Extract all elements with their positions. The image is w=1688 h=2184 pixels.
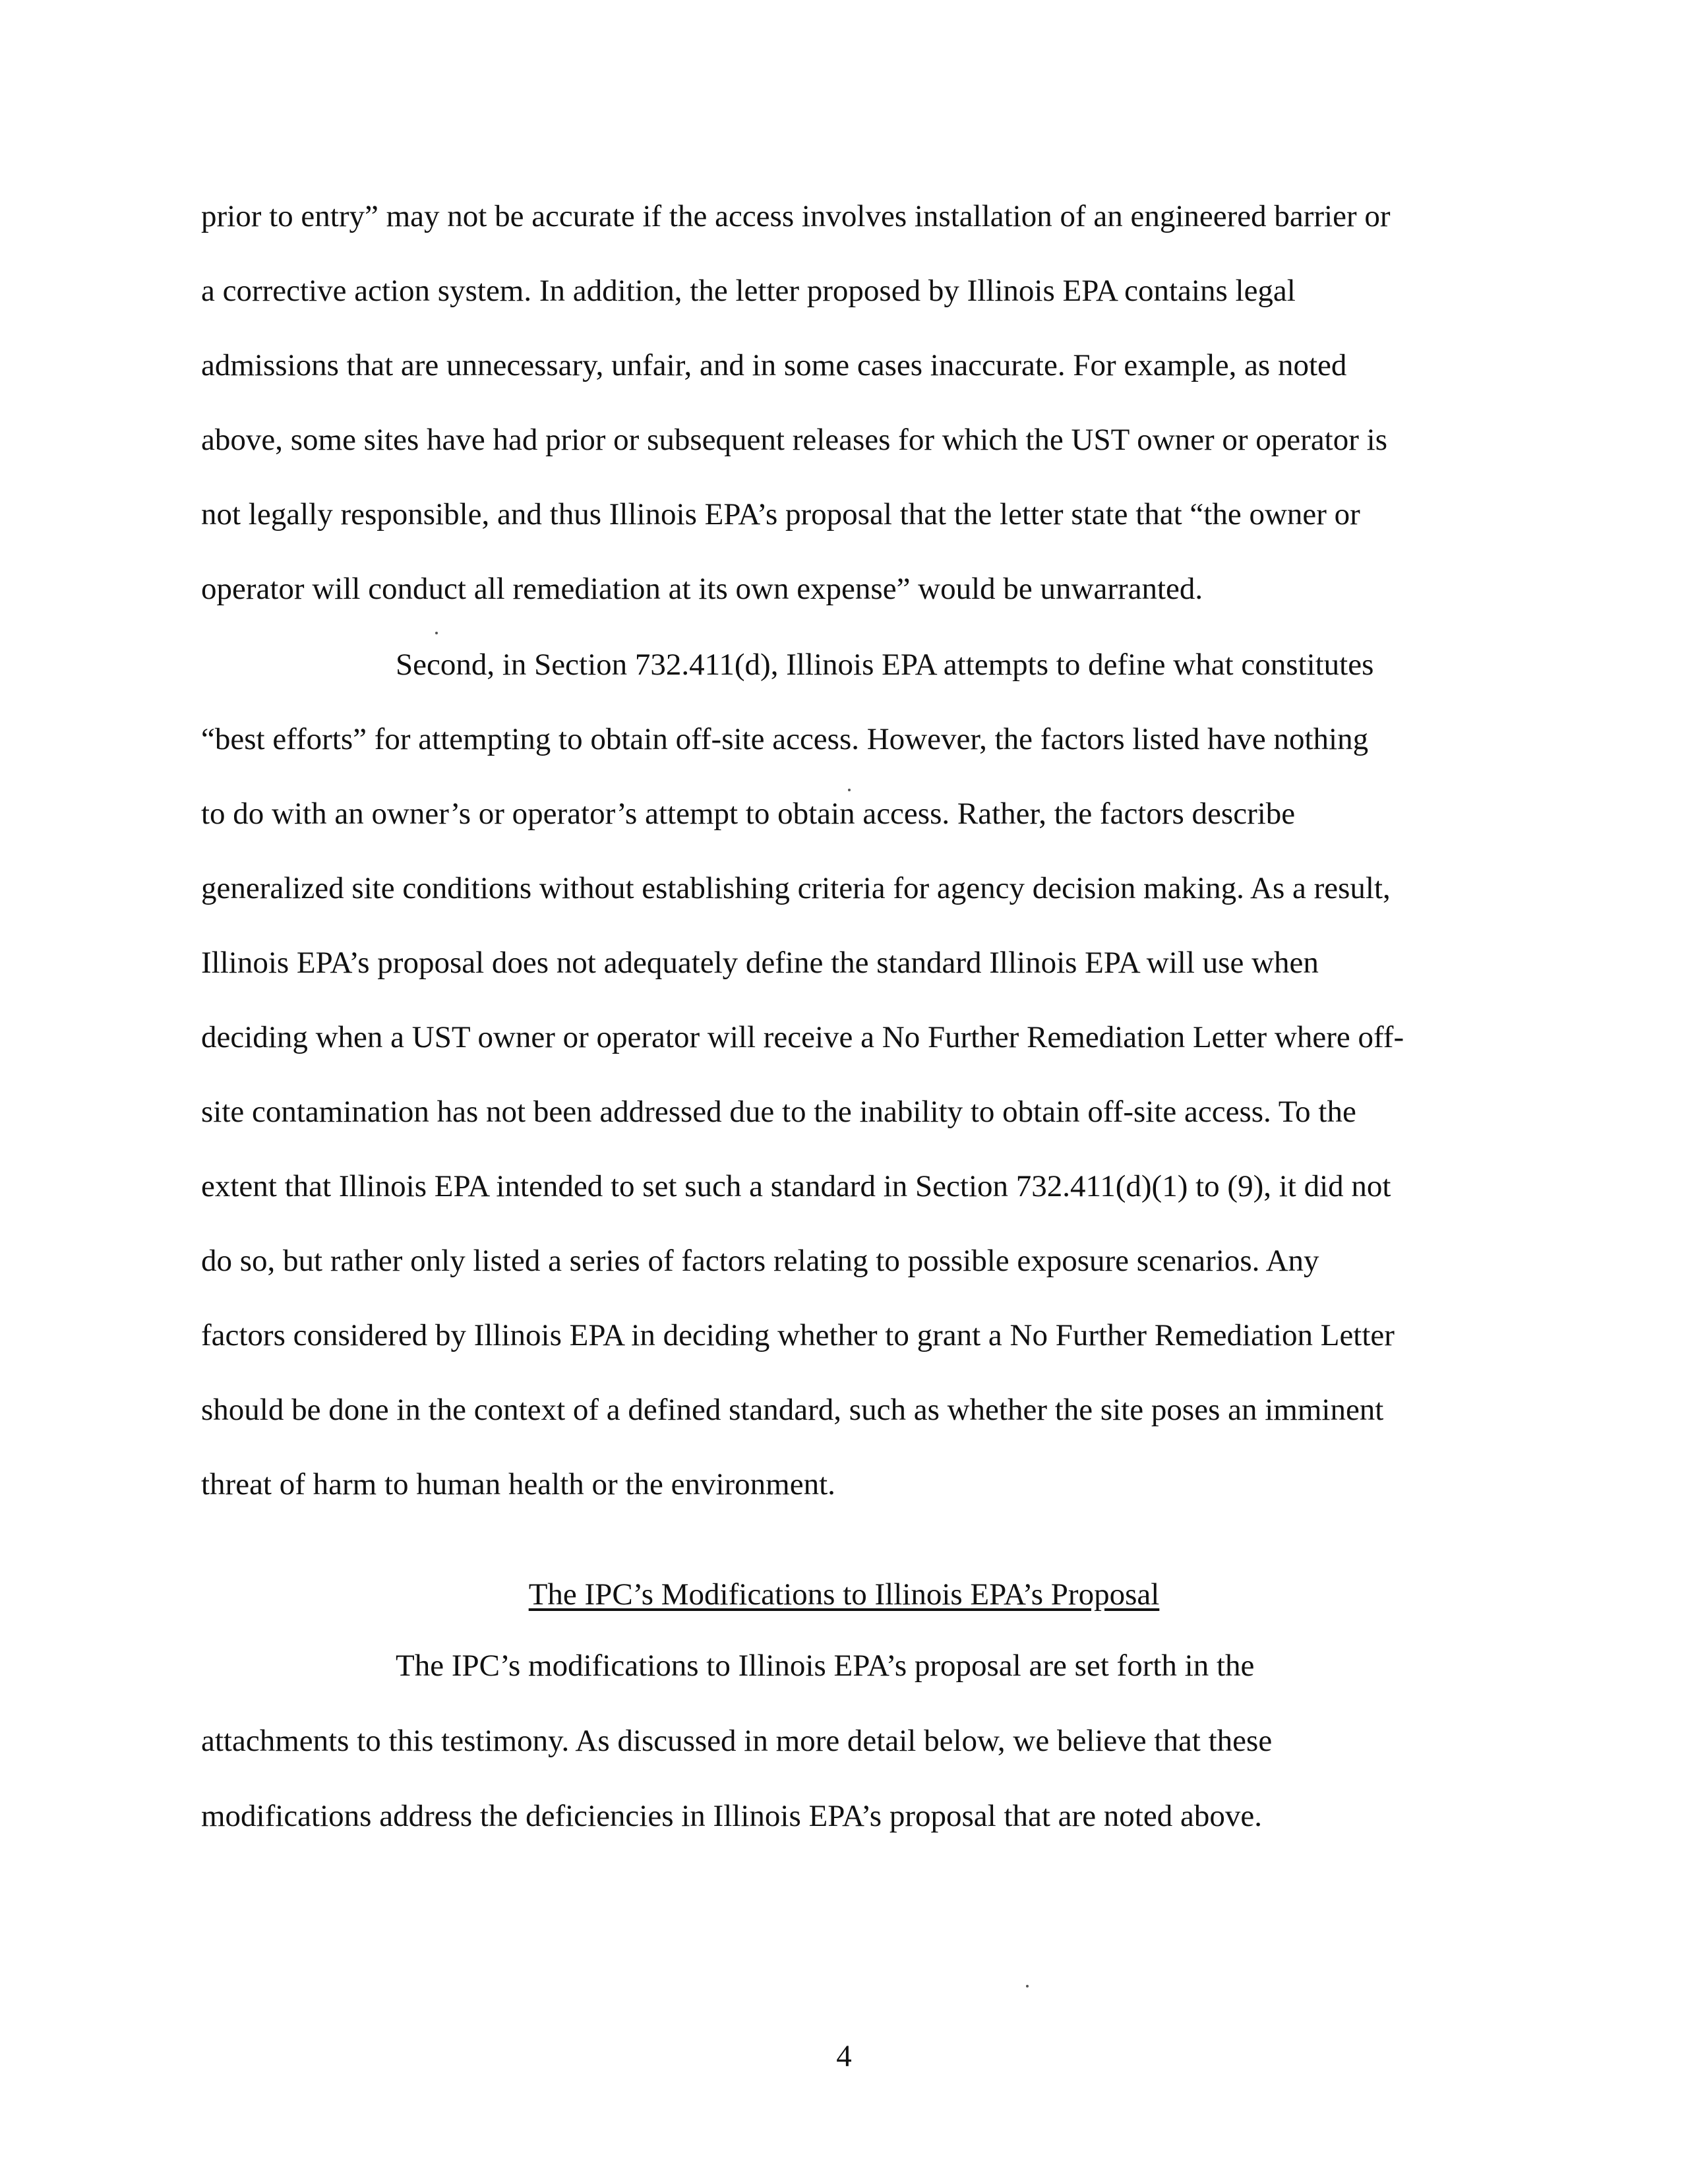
paragraph-2-line-5: Illinois EPA’s proposal does not adequately define the standard Illinois EPA will use when <box>201 946 1319 980</box>
paragraph-3-line-1: The IPC’s modifications to Illinois EPA’s proposal are set forth in the <box>396 1649 1255 1683</box>
paragraph-1-line-4: above, some sites have had prior or subsequent releases for which the UST owner or operator is <box>201 423 1387 457</box>
paragraph-2-line-4: generalized site conditions without establishing criteria for agency decision making. As a result, <box>201 871 1391 905</box>
paragraph-2-line-11: should be done in the context of a defined standard, such as whether the site poses an imminent <box>201 1393 1384 1427</box>
paragraph-1-line-5: not legally responsible, and thus Illinois EPA’s proposal that the letter state that “the owner or <box>201 497 1360 531</box>
paragraph-2-line-1: Second, in Section 732.411(d), Illinois EPA attempts to define what constitutes <box>396 648 1374 682</box>
paragraph-2-line-12: threat of harm to human health or the environment. <box>201 1467 835 1502</box>
page-number: 4 <box>836 2039 852 2073</box>
paragraph-2-line-6: deciding when a UST owner or operator will receive a No Further Remediation Letter where off- <box>201 1020 1404 1054</box>
paragraph-2-line-10: factors considered by Illinois EPA in deciding whether to grant a No Further Remediation Letter <box>201 1318 1395 1352</box>
paragraph-1-line-3: admissions that are unnecessary, unfair, and in some cases inaccurate. For example, as noted <box>201 348 1347 382</box>
paragraph-2-line-9: do so, but rather only listed a series of factors relating to possible exposure scenarios. Any <box>201 1244 1319 1278</box>
section-heading: The IPC’s Modifications to Illinois EPA’s Proposal <box>528 1577 1160 1612</box>
paragraph-1-line-2: a corrective action system. In addition, the letter proposed by Illinois EPA contains legal <box>201 274 1296 308</box>
paragraph-2-line-2: “best efforts” for attempting to obtain off-site access. However, the factors listed have nothing <box>201 722 1369 756</box>
paragraph-1-line-6: operator will conduct all remediation at its own expense” would be unwarranted. <box>201 572 1203 606</box>
scan-speck <box>435 632 438 634</box>
scan-speck <box>848 789 851 791</box>
paragraph-2-line-8: extent that Illinois EPA intended to set such a standard in Section 732.411(d)(1) to (9), it did not <box>201 1169 1391 1203</box>
paragraph-3-line-3: modifications address the deficiencies in Illinois EPA’s proposal that are noted above. <box>201 1799 1262 1833</box>
scan-speck <box>1026 1985 1029 1987</box>
paragraph-2-line-7: site contamination has not been addressed due to the inability to obtain off-site access. To the <box>201 1095 1356 1129</box>
paragraph-3-line-2: attachments to this testimony. As discussed in more detail below, we believe that these <box>201 1724 1273 1758</box>
paragraph-1-line-1: prior to entry” may not be accurate if the access involves installation of an engineered barrier or <box>201 199 1391 233</box>
paragraph-2-line-3: to do with an owner’s or operator’s attempt to obtain access. Rather, the factors describe <box>201 797 1296 831</box>
